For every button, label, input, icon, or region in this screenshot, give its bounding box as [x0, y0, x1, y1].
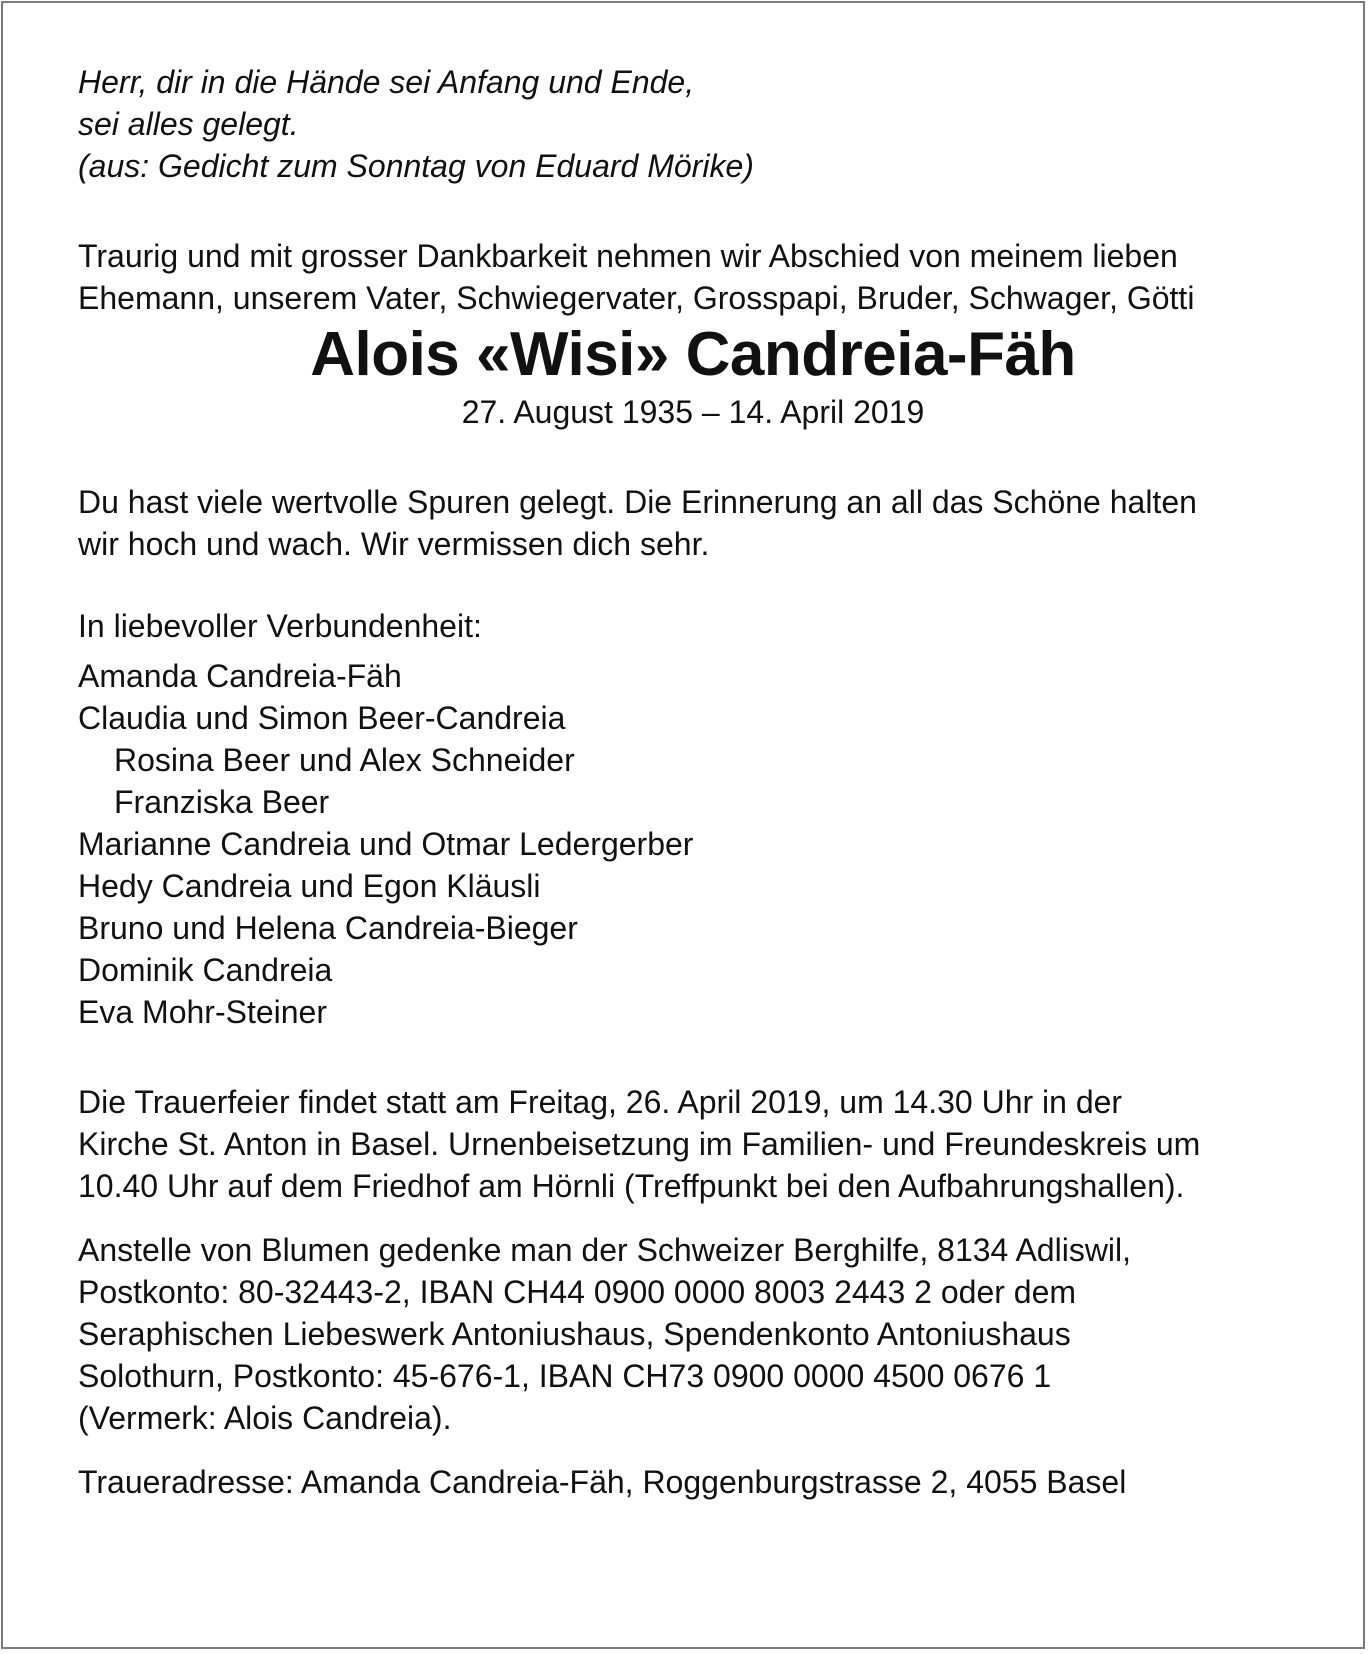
mourner-name: Claudia und Simon Beer-Candreia — [78, 700, 566, 736]
ceremony-info — [78, 1081, 1308, 1207]
tribute-text — [78, 481, 1308, 565]
epigraph — [78, 61, 1308, 187]
intro-line: Traurig und mit grosser Dankbarkeit nehmen wir Abschied von meinem lieben — [78, 238, 1178, 274]
obituary-frame — [1, 1, 1365, 1649]
donation-line: Seraphischen Liebeswerk Antoniushaus, Spendenkonto Antoniushaus — [78, 1316, 1071, 1352]
epigraph-line: sei alles gelegt. — [78, 106, 299, 142]
donation-info — [78, 1229, 1308, 1439]
mourner-name: Hedy Candreia und Egon Kläusli — [78, 868, 541, 904]
ceremony-line: Die Trauerfeier findet statt am Freitag, 26. April 2019, um 14.30 Uhr in der — [78, 1084, 1123, 1120]
intro-line: Ehemann, unserem Vater, Schwiegervater, Grosspapi, Bruder, Schwager, Götti — [78, 280, 1195, 316]
epigraph-source: (aus: Gedicht zum Sonntag von Eduard Mörike) — [78, 148, 754, 184]
mourner-name: Franziska Beer — [114, 784, 330, 820]
donation-line: (Vermerk: Alois Candreia). — [78, 1400, 452, 1436]
epigraph-line: Herr, dir in die Hände sei Anfang und Ende, — [78, 64, 695, 100]
mourner-name: Eva Mohr-Steiner — [78, 994, 327, 1030]
tribute-line: Du hast viele wertvolle Spuren gelegt. Die Erinnerung an all das Schöne halten — [78, 484, 1197, 520]
deceased-name: Alois «Wisi» Candreia-Fäh — [310, 320, 1076, 389]
tribute-line: wir hoch und wach. Wir vermissen dich sehr. — [78, 526, 710, 562]
mourning-address: Traueradresse: Amanda Candreia-Fäh, Roggenburgstrasse 2, 4055 Basel — [78, 1464, 1127, 1500]
mourner-name: Rosina Beer und Alex Schneider — [114, 742, 575, 778]
life-dates: 27. August 1935 – 14. April 2019 — [461, 394, 925, 430]
donation-line: Anstelle von Blumen gedenke man der Schweizer Berghilfe, 8134 Adliswil, — [78, 1232, 1132, 1268]
intro-text — [78, 235, 1308, 319]
mourners-list — [78, 655, 1308, 1033]
mourner-name: Marianne Candreia und Otmar Ledergerber — [78, 826, 694, 862]
obituary-content — [78, 61, 1308, 1503]
mourner-name: Bruno und Helena Candreia-Bieger — [78, 910, 578, 946]
donation-line: Solothurn, Postkonto: 45-676-1, IBAN CH73 0900 0000 4500 0676 1 — [78, 1358, 1052, 1394]
mourners-heading: In liebevoller Verbundenheit: — [78, 608, 482, 644]
mourner-name: Amanda Candreia-Fäh — [78, 658, 402, 694]
mourners-section — [78, 605, 1308, 1033]
ceremony-line: Kirche St. Anton in Basel. Urnenbeisetzung im Familien- und Freundeskreis um — [78, 1126, 1201, 1162]
ceremony-line: 10.40 Uhr auf dem Friedhof am Hörnli (Treffpunkt bei den Aufbahrungshallen). — [78, 1168, 1185, 1204]
donation-line: Postkonto: 80-32443-2, IBAN CH44 0900 0000 8003 2443 2 oder dem — [78, 1274, 1077, 1310]
mourner-name: Dominik Candreia — [78, 952, 333, 988]
